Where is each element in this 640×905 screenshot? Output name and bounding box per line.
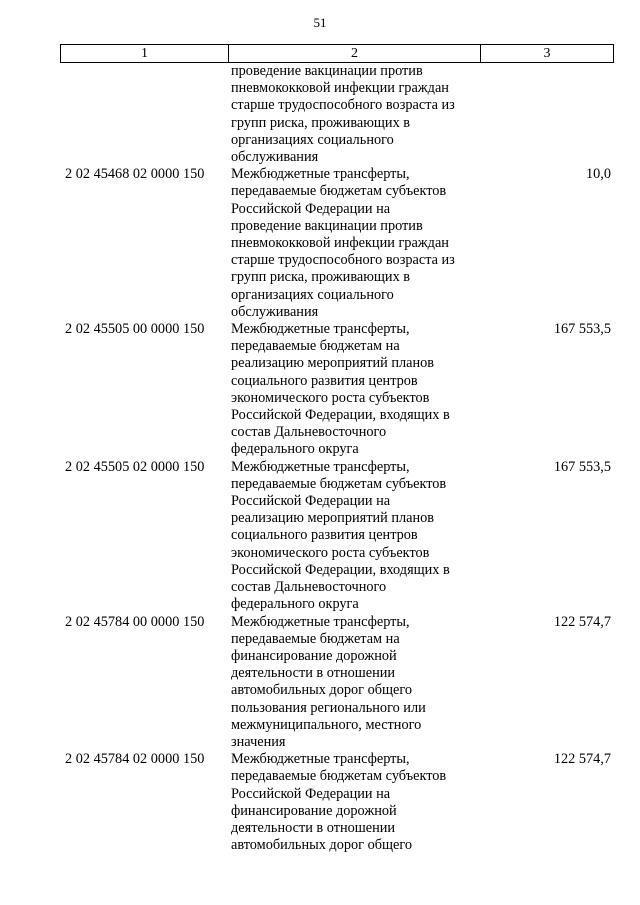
table-row — [60, 63, 614, 166]
description-line: Российской Федерации, входящих в — [231, 561, 450, 578]
row-description — [231, 321, 481, 459]
description-line: обслуживания — [231, 303, 319, 320]
budget-code: 2 02 45784 02 0000 150 — [65, 751, 205, 768]
description-line: передаваемые бюджетам на — [231, 338, 400, 355]
budget-code: 2 02 45784 00 0000 150 — [65, 613, 205, 630]
description-line: проведение вакцинации против — [231, 217, 423, 234]
description-line: значения — [231, 733, 286, 750]
description-line: реализацию мероприятий планов — [231, 510, 434, 527]
description-line: Межбюджетные трансферты, — [231, 166, 410, 183]
description-line: социального развития центров — [231, 372, 418, 389]
table-row — [60, 459, 614, 614]
row-description — [231, 459, 481, 614]
description-line: пользования регионального или — [231, 699, 426, 716]
table-header-row — [60, 44, 614, 63]
budget-code: 2 02 45468 02 0000 150 — [65, 166, 205, 183]
description-line: федерального округа — [231, 596, 359, 613]
row-description — [231, 63, 481, 166]
description-line: обслуживания — [231, 149, 319, 166]
description-line: финансирование дорожной — [231, 802, 397, 819]
description-line: федерального округа — [231, 441, 359, 458]
row-amount: 122 574,7 — [553, 751, 611, 768]
description-line: организациях социального — [231, 131, 394, 148]
row-amount: 10,0 — [585, 166, 611, 183]
description-line: состав Дальневосточного — [231, 424, 387, 441]
row-description — [231, 166, 481, 321]
description-line: межмуниципального, местного — [231, 716, 422, 733]
description-line: старше трудоспособного возраста из — [231, 97, 455, 114]
description-line: Межбюджетные трансферты, — [231, 321, 410, 338]
description-line: пневмококковой инфекции граждан — [231, 80, 449, 97]
description-line: передаваемые бюджетам субъектов — [231, 475, 447, 492]
description-line: Межбюджетные трансферты, — [231, 751, 410, 768]
row-amount: 167 553,5 — [553, 321, 611, 338]
description-line: Межбюджетные трансферты, — [231, 458, 410, 475]
description-line: групп риска, проживающих в — [231, 114, 411, 131]
description-line: финансирование дорожной — [231, 647, 397, 664]
description-line: экономического роста субъектов — [231, 389, 430, 406]
table-row — [60, 614, 614, 752]
table-body — [60, 63, 614, 854]
description-line: проведение вакцинации против — [231, 63, 423, 79]
description-line: передаваемые бюджетам субъектов — [231, 183, 447, 200]
row-description — [231, 751, 481, 854]
page-number: 51 — [313, 15, 327, 30]
description-line: состав Дальневосточного — [231, 579, 387, 596]
description-line: Российской Федерации, входящих в — [231, 407, 450, 424]
description-line: деятельности в отношении — [231, 819, 396, 836]
description-line: автомобильных дорог общего — [231, 837, 413, 854]
description-line: экономического роста субъектов — [231, 544, 430, 561]
description-line: Российской Федерации на — [231, 200, 391, 217]
description-line: деятельности в отношении — [231, 665, 396, 682]
description-line: передаваемые бюджетам на — [231, 630, 400, 647]
description-line: групп риска, проживающих в — [231, 269, 411, 286]
description-line: социального развития центров — [231, 527, 418, 544]
description-line: организациях социального — [231, 286, 394, 303]
header-col-1: 1 — [61, 45, 229, 62]
budget-code: 2 02 45505 02 0000 150 — [65, 458, 205, 475]
description-line: реализацию мероприятий планов — [231, 355, 434, 372]
row-description — [231, 614, 481, 752]
description-line: Российской Федерации на — [231, 785, 391, 802]
row-amount: 167 553,5 — [553, 458, 611, 475]
description-line: Межбюджетные трансферты, — [231, 613, 410, 630]
header-col-3: 3 — [543, 46, 551, 61]
table-row — [60, 751, 614, 854]
header-col-2: 2 — [229, 45, 481, 62]
description-line: Российской Федерации на — [231, 493, 391, 510]
description-line: старше трудоспособного возраста из — [231, 252, 455, 269]
budget-code: 2 02 45505 00 0000 150 — [65, 321, 205, 338]
description-line: автомобильных дорог общего — [231, 682, 413, 699]
table-row — [60, 321, 614, 459]
description-line: передаваемые бюджетам субъектов — [231, 768, 447, 785]
table-row — [60, 166, 614, 321]
description-line: пневмококковой инфекции граждан — [231, 235, 449, 252]
row-amount: 122 574,7 — [553, 613, 611, 630]
